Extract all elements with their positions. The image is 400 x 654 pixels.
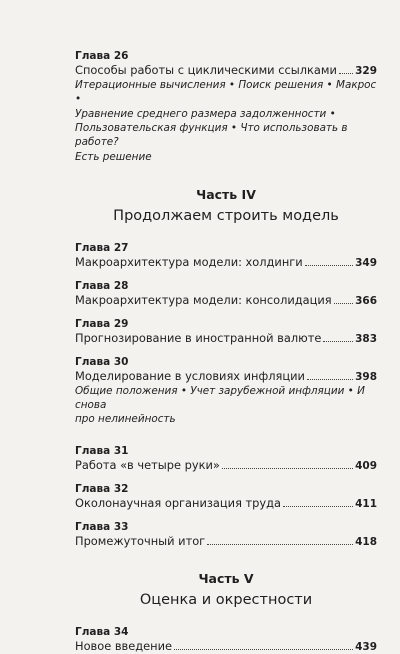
table-of-contents [75,50,377,654]
chapter-label: Глава 30 [75,355,129,368]
chapter-title: Новое введение [75,639,173,654]
dot-leader [323,340,353,342]
dot-leader [339,72,353,74]
chapter-title: Способы работы с циклическими ссылками [75,63,337,77]
chapter-subtopics: Уравнение среднего размера задолженности • [75,107,336,120]
chapter-subtopics: Общие положения • Учет зарубежной инфляции • И снова [75,384,365,411]
dot-leader [334,302,353,304]
chapter-label: Глава 31 [75,445,129,458]
chapter-label: Глава 26 [75,50,129,62]
dot-leader [222,467,353,469]
toc-entry [75,496,377,511]
dot-leader [207,543,353,545]
toc-entry [75,63,377,78]
part-heading [75,187,377,226]
toc-entry [75,639,377,654]
toc-entry [75,458,377,473]
page-number: 418 [355,536,377,549]
chapter-title: Макроархитектура модели: консолидация [75,292,332,307]
dot-leader [307,378,353,380]
part-label: Часть IV [196,186,256,202]
chapter-label: Глава 29 [75,317,129,330]
page-number: 383 [355,332,377,345]
dot-leader [305,264,353,266]
toc-entry [75,534,377,549]
page-number: 411 [355,498,377,511]
page-number: 366 [355,294,377,307]
toc-entry [75,331,377,346]
dot-leader [174,648,353,650]
part-title: Продолжаем строить модель [113,207,339,224]
page-number: 409 [355,460,377,473]
page-number: 349 [355,256,377,269]
toc-entry [75,369,377,384]
chapter-title: Околонаучная организация труда [75,496,282,511]
chapter-label: Глава 32 [75,483,129,496]
chapter-label: Глава 33 [75,521,129,534]
chapter-subtopics: Итерационные вычисления • Поиск решения • Макрос • [75,79,377,105]
toc-entry [75,255,377,270]
chapter-subtopics: Есть решение [75,150,152,163]
part-title: Оценка и окрестности [139,592,313,609]
chapter-title: Промежуточный итог [75,534,206,549]
chapter-label: Глава 27 [75,241,129,254]
chapter-label: Глава 34 [75,626,129,639]
part-label: Часть V [198,571,254,587]
chapter-title: Прогнозирование в иностранной валюте [75,330,322,345]
toc-entry [75,293,377,308]
dot-leader [283,505,353,507]
page-number: 398 [355,370,377,383]
chapter-title: Работа «в четыре руки» [75,458,220,473]
page-number: 329 [355,65,377,77]
page-number: 439 [355,641,377,654]
chapter-title: Моделирование в условиях инфляции [75,368,305,383]
chapter-label: Глава 28 [75,279,129,292]
chapter-subtopics: Пользовательская функция • Что использовать в работе? [75,122,348,149]
spacer [75,427,377,435]
chapter-subtopics: про нелинейность [75,413,176,426]
chapter-title: Макроархитектура модели: холдинги [75,254,303,269]
part-heading [75,571,377,610]
